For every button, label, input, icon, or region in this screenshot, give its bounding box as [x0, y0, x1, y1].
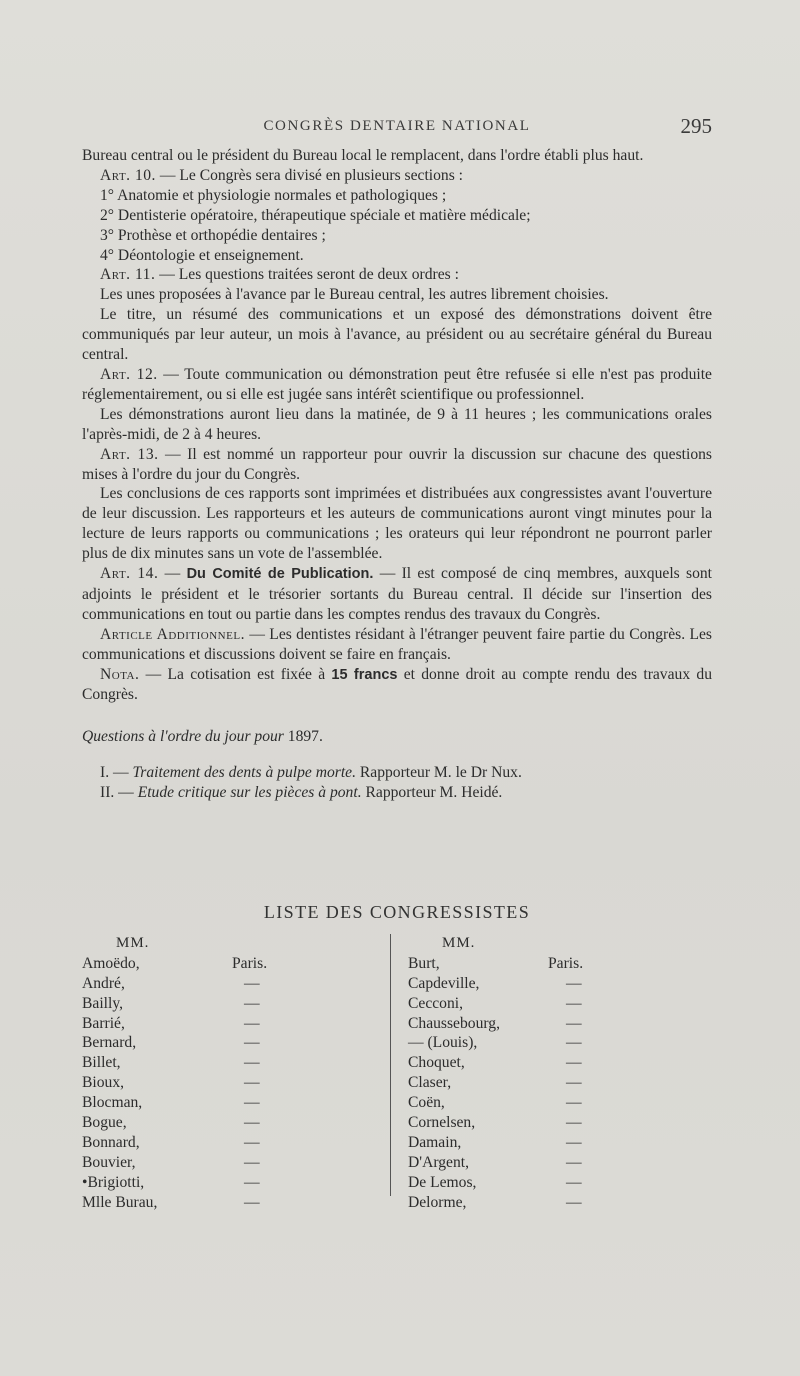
paragraph: Les démonstrations auront lieu dans la matinée, de 9 à 11 heures ; les communications orales l'après-midi, de 2 à 4 heures. [82, 405, 712, 443]
participant-name: André, [82, 974, 125, 992]
question-number: I. — [100, 764, 133, 782]
participant-name: Damain, [408, 1133, 462, 1151]
participant-city: — [244, 1014, 260, 1032]
column-heading: MM. [442, 935, 476, 951]
participant-city: Paris. [232, 954, 268, 972]
fee-amount: 15 francs [331, 666, 398, 683]
participant-name: Cecconi, [408, 994, 463, 1012]
section-item: 2° Dentisterie opératoire, thérapeutique spéciale et matière médicale; [100, 206, 531, 224]
participant-city: — [566, 1114, 582, 1132]
participant-row [408, 1014, 708, 1034]
article-11 [82, 265, 712, 285]
article-label: Art. 12. [100, 365, 158, 383]
article-label: Art. 13. [100, 445, 159, 463]
participant-name: Bailly, [82, 994, 124, 1012]
participant-row [408, 954, 708, 974]
participant-city: — [566, 974, 582, 992]
questions-title [82, 727, 712, 747]
participant-name: Barrié, [82, 1014, 125, 1032]
participant-name: Bonnard, [82, 1133, 140, 1151]
participant-name: D'Argent, [408, 1153, 469, 1171]
participant-city: — [244, 1133, 260, 1151]
article-label: Art. 14. [100, 565, 159, 583]
article-10 [82, 166, 712, 186]
participant-row [408, 1073, 708, 1093]
participant-name: — (Louis), [408, 1034, 478, 1052]
participant-city: — [566, 1054, 582, 1072]
participant-row [82, 1173, 382, 1193]
participant-name: Mlle Burau, [82, 1193, 158, 1211]
paragraph: Le titre, un résumé des communications et un exposé des démonstrations doivent être communiqués par leur auteur, un mois à l'avance, au président ou au secrétaire général du Bureau central. [82, 306, 712, 364]
participant-city: Paris. [548, 954, 584, 972]
committee-heading: Du Comité de Publication. [186, 566, 374, 583]
participant-row [408, 1153, 708, 1173]
participant-name: Cornelsen, [408, 1114, 476, 1132]
paragraph: Bureau central ou le président du Bureau local le remplacent, dans l'ordre établi plus haut. [82, 147, 644, 164]
article-text: — Les dentistes résidant à l'étranger peuvent faire partie du Congrès. Les communications et discussions doivent se faire en français. [82, 625, 712, 663]
participant-row [82, 1014, 382, 1034]
questions-title-italic: Questions à l'ordre du jour pour [82, 728, 284, 746]
participant-city: — [566, 1153, 582, 1171]
participant-row [408, 1053, 708, 1073]
participant-row [408, 1113, 708, 1133]
participant-row [82, 1093, 382, 1113]
participant-city: — [566, 1014, 582, 1032]
participant-name: Bioux, [82, 1074, 125, 1092]
participant-city: — [244, 974, 260, 992]
participant-city: — [244, 1034, 260, 1052]
nota-text: et donne droit au compte rendu des travaux du Congrès. [82, 665, 712, 704]
column-divider [390, 934, 391, 1196]
participants-list-right [408, 954, 708, 1213]
paragraph: Les unes proposées à l'avance par le Bureau central, les autres librement choisies. [100, 286, 609, 304]
participant-name: Billet, [82, 1054, 121, 1072]
participant-row [82, 1053, 382, 1073]
participant-name: Bogue, [82, 1114, 127, 1132]
question-item [82, 783, 712, 803]
article-12 [82, 365, 712, 405]
section-item: 1° Anatomie et physiologie normales et pathologiques ; [100, 186, 447, 204]
list-heading: LISTE DES CONGRESSISTES [263, 902, 531, 922]
participant-name: •Brigiotti, [82, 1173, 145, 1191]
participant-city: — [566, 1173, 582, 1191]
participant-city: — [244, 994, 260, 1012]
participant-row [82, 994, 382, 1014]
article-label: Art. 10. [100, 166, 156, 184]
participant-name: Chaussebourg, [408, 1014, 500, 1032]
participant-name: Blocman, [82, 1094, 143, 1112]
participant-name: Choquet, [408, 1054, 465, 1072]
participant-name: Bouvier, [82, 1153, 136, 1171]
participant-city: — [244, 1054, 260, 1072]
section-item: 4° Déontologie et enseignement. [100, 246, 304, 264]
article-label: Art. 11. [100, 266, 156, 284]
participant-city: — [244, 1074, 260, 1092]
paragraph: Les conclusions de ces rapports sont imprimées et distribuées aux congressistes avant l'ouverture de leur discussion. Les rapporteurs et les auteurs de communications auront vingt minutes pour la lecture de leurs rapports ou communications ; les orateurs qui leur répondront ne pourront parler plus de dix minutes sans un vote de l'assemblée. [82, 485, 712, 563]
participant-row [408, 1093, 708, 1113]
question-title: Traitement des dents à pulpe morte. [132, 764, 356, 782]
participant-row [408, 994, 708, 1014]
participant-name: Burt, [408, 954, 440, 972]
page-header [82, 114, 712, 142]
participant-name: Bernard, [82, 1034, 137, 1052]
question-rapporteur: Rapporteur M. Heidé. [361, 784, 503, 802]
participant-row [82, 1193, 382, 1213]
participant-name: Capdeville, [408, 974, 480, 992]
participants-column-left [82, 934, 382, 1212]
participant-city: — [244, 1193, 260, 1211]
participant-row [82, 1153, 382, 1173]
participant-name: Claser, [408, 1074, 452, 1092]
participant-row [408, 1173, 708, 1193]
article-text: — Il est nommé un rapporteur pour ouvrir la discussion sur chacune des questions mises à l'ordre du jour du Congrès. [82, 445, 712, 483]
question-title: Etude critique sur les pièces à pont. [137, 784, 362, 802]
participant-name: Delorme, [408, 1193, 467, 1211]
participant-city: — [244, 1153, 260, 1171]
section-item: 3° Prothèse et orthopédie dentaires ; [100, 226, 326, 244]
participant-row [82, 1133, 382, 1153]
questions-year: 1897. [283, 728, 323, 746]
participants-column-right [408, 934, 708, 1212]
participant-city: — [566, 1133, 582, 1151]
article-13 [82, 445, 712, 485]
participant-row [82, 1073, 382, 1093]
article-label: Article Additionnel. [100, 625, 245, 643]
participant-row [82, 974, 382, 994]
participant-row [82, 954, 382, 974]
nota-label: Nota. [100, 665, 140, 683]
nota-text: — La cotisation est fixée à [139, 665, 332, 683]
participant-city: — [566, 1074, 582, 1092]
article-14 [82, 564, 712, 625]
question-item [82, 763, 712, 783]
question-rapporteur: Rapporteur M. le Dr Nux. [355, 764, 522, 782]
participant-city: — [566, 1034, 582, 1052]
participant-city: — [566, 994, 582, 1012]
participant-row [82, 1033, 382, 1053]
participant-city: — [566, 1193, 582, 1211]
participant-city: — [566, 1094, 582, 1112]
running-title: CONGRÈS DENTAIRE NATIONAL [263, 118, 531, 134]
participants-list-left [82, 954, 382, 1213]
participant-row [408, 974, 708, 994]
participant-row [408, 1033, 708, 1053]
question-number: II. — [100, 784, 138, 802]
nota [82, 665, 712, 706]
page-number: 295 [680, 114, 712, 138]
participant-row [408, 1133, 708, 1153]
article-text: — Toute communication ou démonstration peut être refusée si elle n'est pas produite réglementairement, ou si elle est jugée sans intérêt scientifique ou professionnel. [82, 365, 712, 403]
participant-row [82, 1113, 382, 1133]
participant-name: De Lemos, [408, 1173, 477, 1191]
article-additional [82, 625, 712, 665]
article-text: — Il est composé de cinq membres, auxquels sont adjoints le président et le trésorier sortants du Bureau central. Il décide sur l'insertion des communications en tout ou partie dans les comptes rendus des travaux du Congrès. [82, 565, 713, 623]
participant-city: — [244, 1173, 260, 1191]
participant-city: — [244, 1114, 260, 1132]
body-text [82, 146, 712, 803]
participant-city: — [244, 1094, 260, 1112]
participant-row [408, 1193, 708, 1213]
article-text: — Les questions traitées seront de deux ordres : [155, 266, 459, 284]
column-heading: MM. [116, 935, 150, 951]
participant-name: Coën, [408, 1094, 445, 1112]
article-text: — Le Congrès sera divisé en plusieurs sections : [155, 166, 464, 184]
participant-name: Amoëdo, [82, 954, 140, 972]
article-dash: — [158, 565, 187, 583]
